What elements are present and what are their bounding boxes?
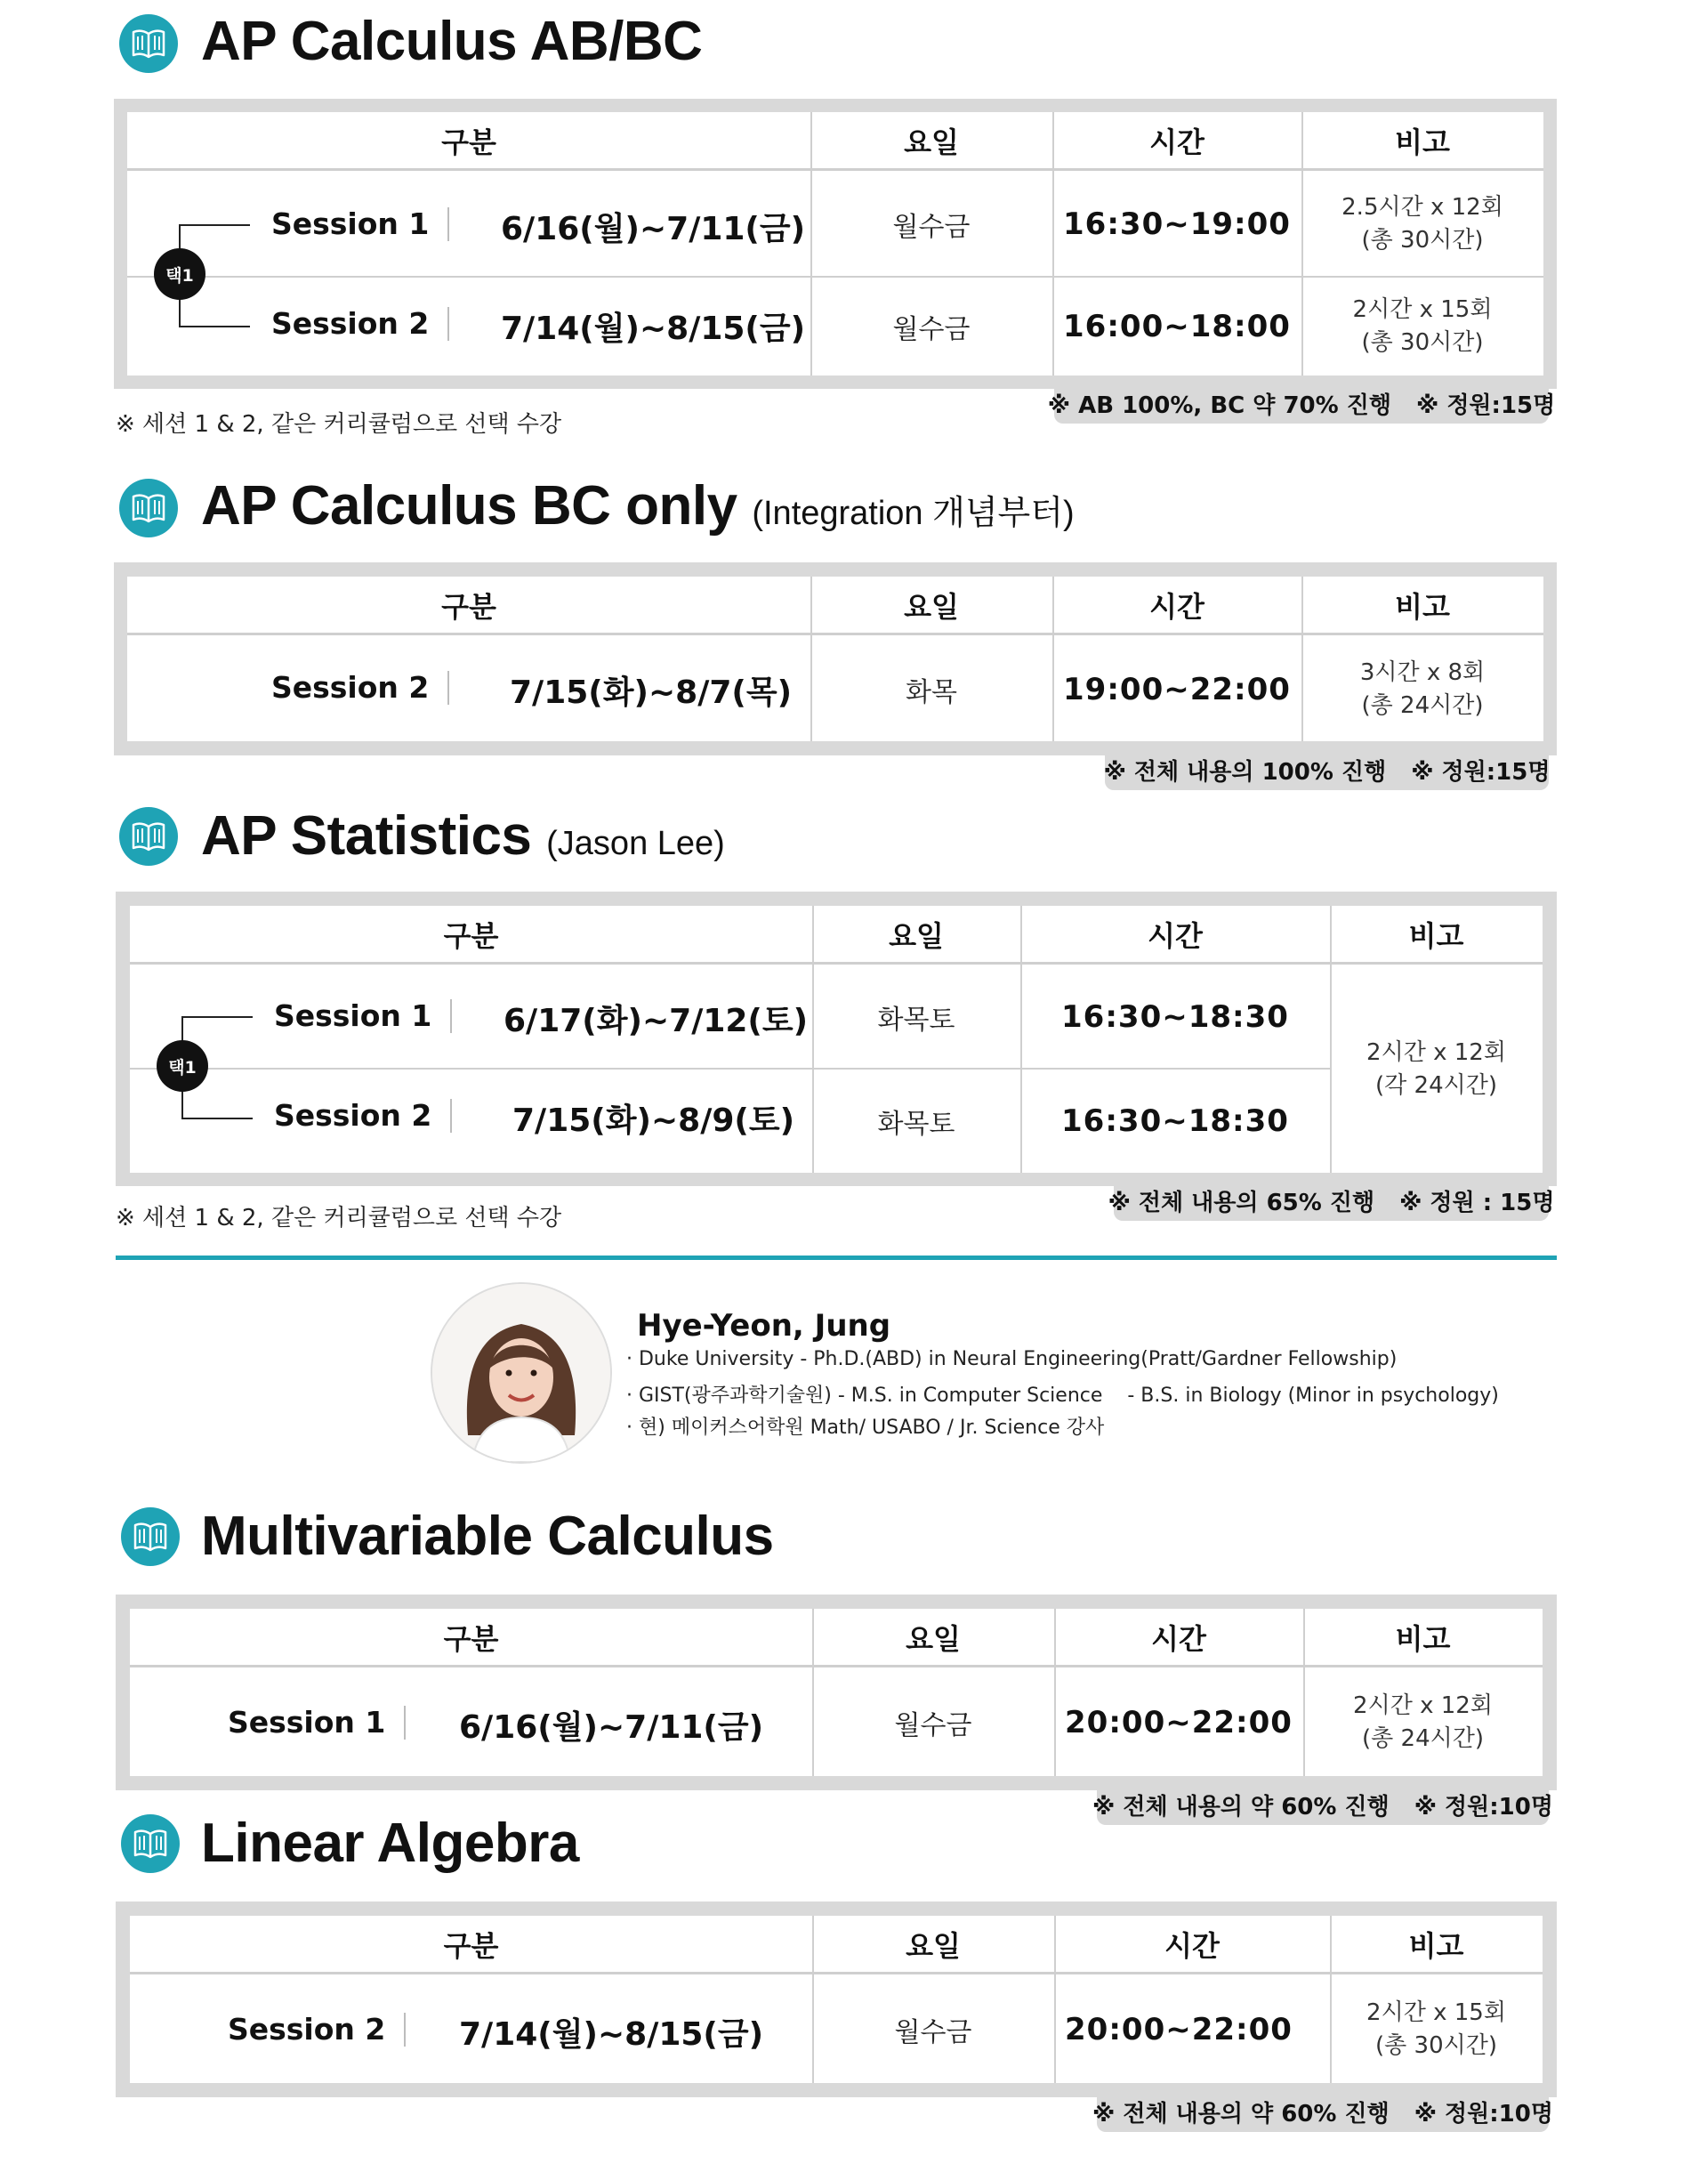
- section-title: AP Statistics (Jason Lee): [201, 805, 725, 867]
- schedule-table: [127, 112, 1543, 375]
- session-days: 화목: [906, 676, 957, 708]
- header-time: 시간: [1054, 1916, 1330, 1974]
- instructor-credential: · Duke University - Ph.D.(ABD) in Neural Engineering(Pratt/Gardner Fellowship): [626, 1348, 1398, 1370]
- instructor-credential: · 현) 메이커스어학원 Math/ USABO / Jr. Science 강사: [626, 1417, 1105, 1439]
- session-time: 19:00~22:00: [1063, 671, 1291, 707]
- schedule-table: [130, 906, 1543, 1173]
- footnote: ※ 세션 1 & 2, 같은 커리큘럼으로 선택 수강: [116, 1205, 562, 1231]
- choose-one-badge: 택1: [157, 1040, 208, 1092]
- section-divider: [116, 1256, 1557, 1260]
- session-note: 2시간 x 15회 (총 30시간): [1352, 296, 1493, 356]
- session-dates: 6/17(화)~7/12(토): [504, 1003, 809, 1039]
- session-label: Session 1: [271, 206, 430, 241]
- session-dates: 6/16(월)~7/11(금): [501, 211, 806, 247]
- session-days: 월수금: [894, 2017, 972, 2048]
- info-tab: [1092, 2091, 1553, 2132]
- open-book-icon: [121, 1814, 180, 1873]
- header-days: 요일: [810, 577, 1052, 635]
- session-label: Session 2: [271, 306, 430, 341]
- header-note: 비고: [1330, 1916, 1543, 1974]
- header-note: 비고: [1301, 112, 1543, 171]
- progress-note: ※ AB 100%, BC 약 70% 진행: [1047, 392, 1391, 419]
- session-dates: 7/14(월)~8/15(금): [459, 2016, 764, 2053]
- session-note: 2시간 x 12회 (각 24시간): [1366, 1039, 1506, 1099]
- session-label: Session 2: [228, 2012, 386, 2047]
- capacity-note: ※ 정원:15명: [1411, 758, 1551, 786]
- session-label: Session 2: [274, 1098, 432, 1133]
- session-note: 3시간 x 8회 (총 24시간): [1359, 658, 1486, 719]
- section-title: Multivariable Calculus: [201, 1506, 774, 1567]
- progress-note: ※ 전체 내용의 약 60% 진행: [1092, 2100, 1390, 2128]
- instructor-name: Hye-Yeon, Jung: [637, 1308, 891, 1344]
- session-dates: 6/16(월)~7/11(금): [459, 1709, 764, 1746]
- header-category: 구분: [127, 112, 810, 171]
- section-title: Linear Algebra: [201, 1813, 579, 1874]
- session-dates: 7/15(화)~8/9(토): [512, 1102, 795, 1139]
- info-tab: [1108, 1180, 1555, 1221]
- header-time: 시간: [1020, 906, 1330, 965]
- capacity-note: ※ 정원 : 15명: [1399, 1189, 1555, 1216]
- session-days: 월수금: [892, 314, 971, 345]
- capacity-note: ※ 정원:10명: [1414, 2100, 1553, 2128]
- instructor-credential: · GIST(광주과학기술원) - M.S. in Computer Science - B.S. in Biology (Minor in psychology): [626, 1385, 1499, 1407]
- header-days: 요일: [812, 1916, 1054, 1974]
- header-days: 요일: [810, 112, 1052, 171]
- info-tab: [1092, 1784, 1553, 1825]
- session-days: 화목토: [877, 1005, 955, 1036]
- info-tab: [1105, 749, 1549, 790]
- open-book-icon: [119, 14, 178, 73]
- progress-note: ※ 전체 내용의 65% 진행: [1108, 1189, 1375, 1216]
- section-title: AP Calculus AB/BC: [201, 11, 703, 72]
- header-category: 구분: [127, 577, 810, 635]
- session-note: 2시간 x 15회 (총 30시간): [1366, 1999, 1506, 2059]
- header-category: 구분: [130, 1609, 812, 1667]
- section-subtitle: (Jason Lee): [546, 825, 725, 862]
- schedule-table: [130, 1916, 1543, 2083]
- info-tab: [1047, 383, 1556, 424]
- header-time: 시간: [1052, 577, 1301, 635]
- open-book-icon: [119, 479, 178, 537]
- header-note: 비고: [1301, 577, 1543, 635]
- header-days: 요일: [812, 906, 1020, 965]
- header-time: 시간: [1052, 112, 1301, 171]
- session-time: 16:30~18:30: [1061, 1103, 1289, 1139]
- capacity-note: ※ 정원:15명: [1415, 392, 1556, 419]
- capacity-note: ※ 정원:10명: [1414, 1793, 1553, 1821]
- open-book-icon: [121, 1507, 180, 1566]
- footnote: ※ 세션 1 & 2, 같은 커리큘럼으로 선택 수강: [116, 411, 562, 438]
- header-category: 구분: [130, 1916, 812, 1974]
- session-note: 2.5시간 x 12회 (총 30시간): [1341, 194, 1503, 254]
- session-time: 16:00~18:00: [1063, 309, 1291, 344]
- session-days: 화목토: [877, 1109, 955, 1140]
- session-time: 20:00~22:00: [1065, 2012, 1293, 2047]
- header-days: 요일: [812, 1609, 1054, 1667]
- progress-note: ※ 전체 내용의 100% 진행: [1103, 758, 1387, 786]
- choose-one-badge: 택1: [154, 248, 205, 300]
- session-dates: 7/14(월)~8/15(금): [501, 311, 806, 347]
- session-time: 20:00~22:00: [1065, 1705, 1293, 1740]
- progress-note: ※ 전체 내용의 약 60% 진행: [1092, 1793, 1390, 1821]
- session-dates: 7/15(화)~8/7(목): [510, 674, 793, 711]
- section-title: AP Calculus BC only (Integration 개념부터): [201, 475, 1075, 537]
- session-label: Session 1: [228, 1705, 386, 1740]
- section-subtitle: (Integration 개념부터): [752, 495, 1075, 532]
- session-time: 16:30~19:00: [1063, 206, 1291, 242]
- session-days: 월수금: [892, 212, 971, 243]
- session-days: 월수금: [894, 1710, 972, 1741]
- session-label: Session 2: [271, 670, 430, 705]
- schedule-table: [130, 1609, 1543, 1776]
- header-category: 구분: [130, 906, 812, 965]
- header-note: 비고: [1330, 906, 1543, 965]
- header-note: 비고: [1303, 1609, 1543, 1667]
- schedule-table: [127, 577, 1543, 741]
- instructor-photo: [431, 1282, 612, 1464]
- session-note: 2시간 x 12회 (총 24시간): [1353, 1692, 1493, 1752]
- header-time: 시간: [1054, 1609, 1303, 1667]
- session-label: Session 1: [274, 998, 432, 1033]
- open-book-icon: [119, 807, 178, 866]
- session-time: 16:30~18:30: [1061, 999, 1289, 1035]
